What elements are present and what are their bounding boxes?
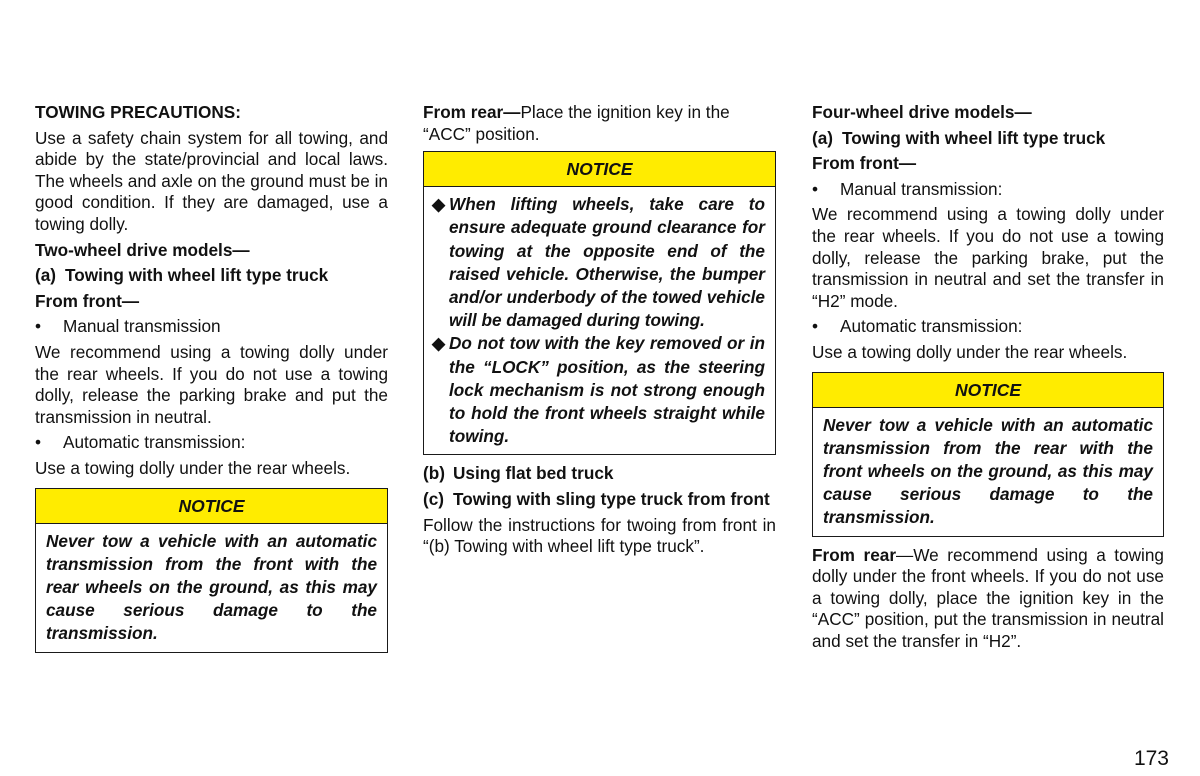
subheading-text: Using flat bed truck [453, 463, 614, 484]
subheading-letter: (a) [812, 127, 834, 148]
diamond-bullet-icon: ◆ [432, 333, 446, 354]
subheading-wheel-lift [812, 128, 1164, 150]
subheading-text: Towing with wheel lift type truck [842, 127, 1106, 148]
manual-paragraph: We recommend using a towing dolly under the rear wheels. If you do not use a towing dolly, release the parking brake, put the transmission in neutral and set the transfer in “H2” mode. [812, 204, 1164, 311]
subheading-letter: (c) [423, 489, 445, 510]
four-wheel-drive-heading: Four-wheel drive models— [812, 102, 1032, 122]
bullet-text: Manual transmission: [840, 178, 1003, 199]
subheading-flat-bed [423, 463, 776, 485]
follow-instructions-paragraph: Follow the instructions for twoing from front in “(b) Towing with wheel lift type truck”. [423, 514, 776, 557]
notice-item [432, 332, 765, 448]
subheading-letter: (a) [35, 265, 57, 286]
bullet-manual [812, 179, 1164, 201]
bullet-dot: • [35, 316, 42, 337]
notice-title: NOTICE [424, 152, 775, 187]
automatic-paragraph: Use a towing dolly under the rear wheels. [812, 341, 1128, 362]
notice-item-text: Do not tow with the key removed or in the “LOCK” position, as the steering lock mechanism is not strong enough to hold the front wheels straight while towing. [449, 333, 765, 447]
notice-box [35, 488, 388, 653]
notice-box [423, 151, 776, 455]
notice-title: NOTICE [36, 489, 387, 524]
from-front-heading: From front— [812, 153, 917, 174]
column-middle [423, 102, 776, 558]
notice-box [812, 372, 1164, 537]
notice-body [424, 187, 775, 454]
notice-text: Never tow a vehicle with an automatic transmission from the front with the rear wheels on the ground, as this may cause serious damage to the transmission. [46, 530, 377, 644]
subheading-text: Towing with sling type truck from front [453, 489, 770, 510]
intro-paragraph: Use a safety chain system for all towing, and abide by the state/provincial and local laws. The wheels and axle on the ground must be in good condition. If they are damaged, use a towing dolly. [35, 127, 388, 234]
bullet-automatic [812, 316, 1164, 338]
page-number: 173 [1133, 747, 1169, 770]
notice-item-text: When lifting wheels, take care to ensure adequate ground clearance for towing at the opposite end of the raised vehicle. Otherwise, the bumper and/or underbody of the towed vehicle will be damaged during towing. [449, 194, 765, 331]
automatic-paragraph: Use a towing dolly under the rear wheels. [35, 457, 351, 478]
bullet-text: Automatic transmission: [63, 432, 246, 453]
subheading-wheel-lift [35, 265, 388, 287]
subheading-letter: (b) [423, 463, 445, 484]
subheading-text: Towing with wheel lift type truck [65, 265, 329, 286]
notice-title: NOTICE [813, 373, 1163, 408]
manual-paragraph: We recommend using a towing dolly under the rear wheels. If you do not use a towing dolly, release the parking brake and put the transmission in neutral. [35, 341, 388, 427]
from-rear-label: From rear— [423, 102, 521, 122]
subheading-sling-type [423, 489, 776, 511]
from-front-heading: From front— [35, 290, 140, 311]
diamond-bullet-icon: ◆ [432, 194, 446, 215]
from-rear-text: —We recommend using a towing dolly under the front wheels. If you do not use a towing dolly, place the ignition key in the “ACC” position, put the transmission in neutral and set the transfer in “H2”. [812, 544, 1164, 651]
towing-precautions-heading: TOWING PRECAUTIONS: [35, 102, 241, 122]
from-rear-paragraph [423, 102, 776, 145]
notice-text: Never tow a vehicle with an automatic transmission from the rear with the front wheels on the ground, as this may cause serious damage to the transmission. [823, 414, 1153, 528]
bullet-automatic [35, 432, 388, 454]
bullet-text: Manual transmission [63, 316, 221, 337]
bullet-dot: • [35, 432, 42, 453]
bullet-dot: • [812, 178, 819, 199]
from-rear-label: From rear [812, 544, 897, 565]
two-wheel-drive-heading: Two-wheel drive models— [35, 239, 250, 260]
bullet-text: Automatic transmission: [840, 316, 1023, 337]
from-rear-text: Place the ignition key in the “ACC” position. [423, 102, 730, 144]
from-rear-paragraph [812, 545, 1164, 653]
column-right [812, 102, 1164, 653]
notice-item [432, 193, 765, 332]
column-left [35, 102, 388, 661]
bullet-manual [35, 316, 388, 338]
bullet-dot: • [812, 316, 819, 337]
